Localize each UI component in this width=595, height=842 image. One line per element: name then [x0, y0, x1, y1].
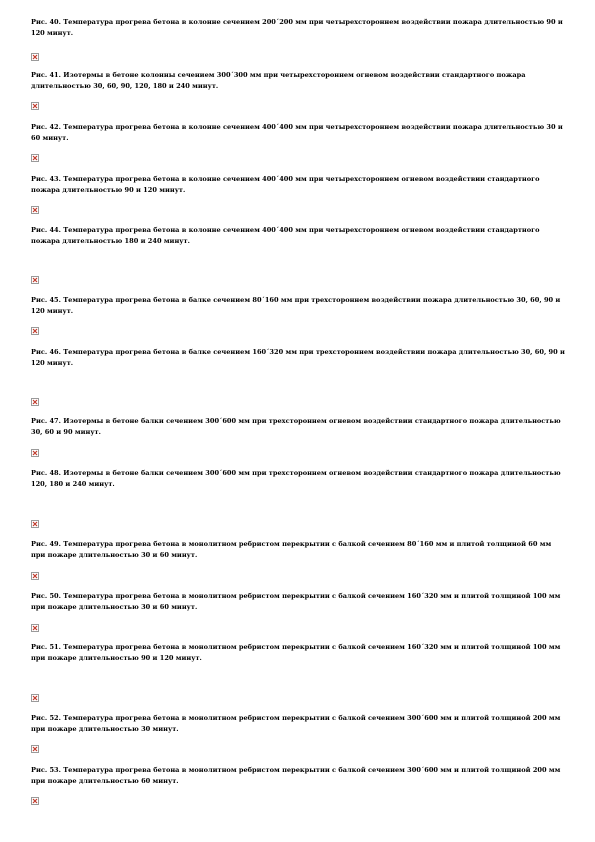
figure-caption-46: Рис. 46. Температура прогрева бетона в балке сечением 160´320 мм при трехстороннем воздействии пожара длительностью 30, 60, 90 и 120 минут. [31, 348, 565, 367]
broken-image-icon [31, 327, 39, 335]
broken-image-icon [31, 745, 39, 753]
figure-caption-50: Рис. 50. Температура прогрева бетона в монолитном ребристом перекрытии с балкой сечением 160´320 мм и плитой толщиной 100 мм при пожаре длительностью 30 и 60 минут. [31, 592, 561, 611]
figure-caption-43: Рис. 43. Температура прогрева бетона в колонне сечением 400´400 мм при четырехстороннем огневом воздействии стандартного пожара длительностью 90 и 120 минут. [31, 175, 540, 194]
figure-caption-47: Рис. 47. Изотермы в бетоне балки сечением 300´600 мм при трехстороннем огневом воздействии стандартного пожара длительностью 30, 60 и 90 минут. [31, 417, 561, 436]
broken-image-icon [31, 102, 39, 110]
broken-image-icon [31, 398, 39, 406]
broken-image-icon [31, 572, 39, 580]
figure-caption-42: Рис. 42. Температура прогрева бетона в колонне сечением 400´400 мм при четырехстороннем воздействии пожара длительностью 30 и 60 минут. [31, 123, 563, 142]
broken-image-icon [31, 694, 39, 702]
figure-caption-40: Рис. 40. Температура прогрева бетона в колонне сечением 200´200 мм при четырехстороннем воздействии пожара длительностью 90 и 120 минут. [31, 18, 563, 37]
figure-caption-45: Рис. 45. Температура прогрева бетона в балке сечением 80´160 мм при трехстороннем воздействии пожара длительностью 30, 60, 90 и 120 минут. [31, 296, 561, 315]
figure-caption-48: Рис. 48. Изотермы в бетоне балки сечением 300´600 мм при трехстороннем огневом воздействии стандартного пожара длительностью 120, 180 и 240 минут. [31, 469, 561, 488]
broken-image-icon [31, 206, 39, 214]
figure-caption-53: Рис. 53. Температура прогрева бетона в монолитном ребристом перекрытии с балкой сечением 300´600 мм и плитой толщиной 200 мм при пожаре длительностью 60 минут. [31, 766, 561, 785]
figure-caption-49: Рис. 49. Температура прогрева бетона в монолитном ребристом перекрытии с балкой сечением 80´160 мм и плитой толщиной 60 мм при пожаре длительностью 30 и 60 минут. [31, 540, 552, 559]
figure-caption-51: Рис. 51. Температура прогрева бетона в монолитном ребристом перекрытии с балкой сечением 160´320 мм и плитой толщиной 100 мм при пожаре длительностью 90 и 120 минут. [31, 643, 561, 662]
figure-caption-41: Рис. 41. Изотермы в бетоне колонны сечением 300´300 мм при четырехстороннем огневом воздействии стандартного пожара длительностью 30, 60, 90, 120, 180 и 240 минут. [31, 71, 526, 90]
figure-caption-44: Рис. 44. Температура прогрева бетона в колонне сечением 400´400 мм при четырехстороннем огневом воздействии стандартного пожара длительностью 180 и 240 минут. [31, 226, 540, 245]
broken-image-icon [31, 624, 39, 632]
broken-image-icon [31, 154, 39, 162]
broken-image-icon [31, 797, 39, 805]
broken-image-icon [31, 53, 39, 61]
figure-caption-52: Рис. 52. Температура прогрева бетона в монолитном ребристом перекрытии с балкой сечением 300´600 мм и плитой толщиной 200 мм при пожаре длительностью 30 минут. [31, 714, 561, 733]
broken-image-icon [31, 276, 39, 284]
broken-image-icon [31, 449, 39, 457]
broken-image-icon [31, 520, 39, 528]
